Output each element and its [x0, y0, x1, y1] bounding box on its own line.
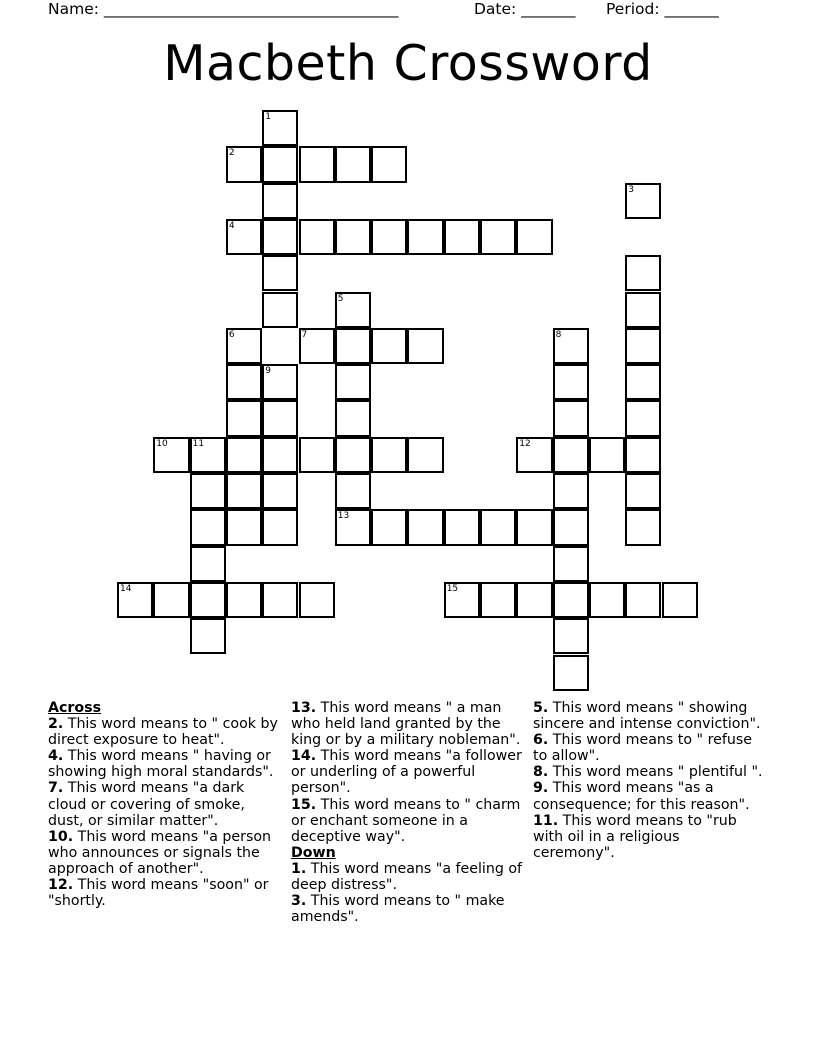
- grid-cell[interactable]: [299, 437, 335, 473]
- clue-text: This word means "soon" or "shortly.: [48, 877, 269, 910]
- clue-item: [48, 829, 280, 877]
- grid-cell[interactable]: [335, 437, 371, 473]
- clue-item: [291, 861, 523, 893]
- clue-number: 8: [555, 329, 562, 340]
- grid-cell[interactable]: [625, 328, 661, 364]
- grid-cell[interactable]: [226, 437, 262, 473]
- clue-number: 6: [228, 329, 235, 340]
- grid-cell[interactable]: [262, 146, 298, 182]
- grid-cell[interactable]: [407, 219, 443, 255]
- grid-cell[interactable]: [226, 509, 262, 545]
- grid-cell[interactable]: [226, 473, 262, 509]
- clue-column-1: [48, 700, 280, 909]
- date-field[interactable]: Date: _______: [474, 0, 576, 18]
- grid-cell[interactable]: [480, 509, 516, 545]
- grid-cell[interactable]: [407, 328, 443, 364]
- grid-cell[interactable]: [516, 437, 552, 473]
- clue-text: This word means to " charm or enchant someone in a deceptive way".: [291, 796, 521, 845]
- grid-cell[interactable]: [553, 582, 589, 618]
- grid-cell[interactable]: [553, 437, 589, 473]
- grid-cell[interactable]: [226, 400, 262, 436]
- clue-column-3: [533, 700, 765, 861]
- grid-cell[interactable]: [553, 546, 589, 582]
- clue-num: 3.: [291, 893, 307, 910]
- grid-cell[interactable]: [625, 582, 661, 618]
- grid-cell[interactable]: [262, 219, 298, 255]
- clue-text: This word means "a person who announces or signals the approach of another".: [48, 828, 272, 877]
- clue-text: This word means "a follower or underling of a powerful person".: [291, 748, 522, 797]
- clue-text: This word means " plentiful ".: [548, 764, 763, 781]
- grid-cell[interactable]: [262, 255, 298, 291]
- grid-cell[interactable]: [553, 473, 589, 509]
- grid-cell[interactable]: [190, 618, 226, 654]
- grid-cell[interactable]: [335, 219, 371, 255]
- clue-item: [291, 893, 523, 925]
- grid-cell[interactable]: [371, 509, 407, 545]
- grid-cell[interactable]: [589, 582, 625, 618]
- grid-cell[interactable]: [371, 437, 407, 473]
- clue-item: [291, 748, 523, 796]
- clue-number: 11: [192, 438, 205, 449]
- section-heading: Down: [291, 844, 336, 861]
- grid-cell[interactable]: [625, 183, 661, 219]
- grid-cell[interactable]: [262, 509, 298, 545]
- clue-num: 7.: [48, 780, 64, 797]
- grid-cell[interactable]: [262, 582, 298, 618]
- grid-cell[interactable]: [662, 582, 698, 618]
- grid-cell[interactable]: [335, 146, 371, 182]
- grid-cell[interactable]: [262, 473, 298, 509]
- clue-item: [48, 877, 280, 909]
- clue-item: [533, 700, 765, 732]
- grid-cell[interactable]: [625, 509, 661, 545]
- clue-text: This word means " having or showing high moral standards".: [48, 748, 274, 781]
- grid-cell[interactable]: [335, 400, 371, 436]
- clue-text: This word means to " make amends".: [291, 893, 505, 926]
- grid-cell[interactable]: [335, 292, 371, 328]
- grid-cell[interactable]: [625, 400, 661, 436]
- clue-item: [533, 813, 765, 861]
- grid-cell[interactable]: [516, 219, 552, 255]
- clue-text: This word means " a man who held land granted by the king or by a military nobleman".: [291, 700, 521, 749]
- clue-item: [533, 764, 765, 780]
- grid-cell[interactable]: [625, 364, 661, 400]
- grid-cell[interactable]: [262, 437, 298, 473]
- grid-cell[interactable]: [226, 328, 262, 364]
- clue-item: [533, 780, 765, 812]
- clue-num: 1.: [291, 860, 307, 877]
- clue-number: 14: [120, 583, 132, 594]
- grid-cell[interactable]: [153, 437, 189, 473]
- period-field[interactable]: Period: _______: [606, 0, 719, 18]
- grid-cell[interactable]: [516, 509, 552, 545]
- grid-cell[interactable]: [226, 364, 262, 400]
- grid-cell[interactable]: [299, 219, 335, 255]
- clue-number: 4: [228, 220, 235, 231]
- clue-column-2: [291, 700, 523, 925]
- clue-number: 9: [265, 366, 271, 377]
- clue-text: This word means "a dark cloud or covering of smoke, dust, or similar matter".: [48, 780, 245, 829]
- clue-num: 12.: [48, 877, 74, 894]
- clue-text: This word means "as a consequence; for this reason".: [533, 780, 750, 813]
- grid-cell[interactable]: [553, 618, 589, 654]
- grid-cell[interactable]: [262, 364, 298, 400]
- grid-cell[interactable]: [299, 582, 335, 618]
- grid-cell[interactable]: [553, 509, 589, 545]
- clue-item: [291, 700, 523, 748]
- clue-item: [48, 716, 280, 748]
- clue-number: 10: [156, 438, 168, 449]
- grid-cell[interactable]: [407, 509, 443, 545]
- grid-cell[interactable]: [117, 582, 153, 618]
- grid-cell[interactable]: [190, 582, 226, 618]
- grid-cell[interactable]: [371, 328, 407, 364]
- grid-cell[interactable]: [299, 328, 335, 364]
- clue-text: This word means to " refuse to allow".: [533, 732, 752, 765]
- clue-num: 4.: [48, 748, 64, 765]
- grid-cell[interactable]: [625, 292, 661, 328]
- grid-cell[interactable]: [153, 582, 189, 618]
- grid-cell[interactable]: [335, 364, 371, 400]
- name-field[interactable]: Name: ______________________________________: [48, 0, 399, 18]
- clue-num: 2.: [48, 716, 64, 733]
- grid-cell[interactable]: [226, 146, 262, 182]
- clue-num: 9.: [533, 780, 549, 797]
- grid-cell[interactable]: [480, 582, 516, 618]
- clue-number: 1: [265, 112, 271, 122]
- grid-cell[interactable]: [625, 473, 661, 509]
- clue-num: 6.: [533, 732, 549, 749]
- clue-num: 10.: [48, 828, 74, 845]
- clue-item: [48, 780, 280, 828]
- page-title: Macbeth Crossword: [163, 35, 653, 92]
- clue-number: 3: [628, 184, 634, 195]
- clue-num: 5.: [533, 700, 549, 716]
- clue-number: 7: [301, 329, 308, 340]
- grid-cell[interactable]: [226, 219, 262, 255]
- grid-cell[interactable]: [262, 400, 298, 436]
- grid-cell[interactable]: [262, 183, 298, 219]
- clue-number: 15: [446, 583, 459, 594]
- grid-cell[interactable]: [553, 400, 589, 436]
- grid-cell[interactable]: [226, 582, 262, 618]
- grid-cell[interactable]: [516, 582, 552, 618]
- clue-num: 15.: [291, 796, 317, 813]
- clue-number: 13: [337, 511, 350, 522]
- grid-cell[interactable]: [262, 110, 298, 146]
- grid-cell[interactable]: [444, 509, 480, 545]
- grid-cell[interactable]: [299, 146, 335, 182]
- clue-item: [291, 797, 523, 845]
- clue-item: [533, 732, 765, 764]
- grid-cell[interactable]: [444, 582, 480, 618]
- grid-cell[interactable]: [371, 219, 407, 255]
- grid-cell[interactable]: [589, 437, 625, 473]
- grid-cell[interactable]: [625, 255, 661, 291]
- clue-number: 2: [228, 148, 235, 159]
- clue-text: This word means "a feeling of deep distress".: [291, 860, 523, 894]
- grid-cell[interactable]: [190, 437, 226, 473]
- grid-cell[interactable]: [371, 146, 407, 182]
- grid-cell[interactable]: [480, 219, 516, 255]
- grid-cell[interactable]: [444, 219, 480, 255]
- grid-cell[interactable]: [190, 473, 226, 509]
- section-heading: Across: [48, 700, 102, 716]
- grid-cell[interactable]: [553, 655, 589, 691]
- clue-num: 11.: [533, 812, 559, 829]
- clue-text: This word means to " cook by direct exposure to heat".: [48, 716, 278, 749]
- grid-cell[interactable]: [335, 328, 371, 364]
- grid-cell[interactable]: [335, 473, 371, 509]
- clue-text: This word means to "rub with oil in a religious ceremony".: [533, 812, 737, 861]
- clue-item: [48, 748, 280, 780]
- clue-num: 8.: [533, 764, 549, 781]
- clue-num: 14.: [291, 748, 317, 765]
- grid-cell[interactable]: [553, 328, 589, 364]
- grid-cell[interactable]: [335, 509, 371, 545]
- grid-cell[interactable]: [553, 364, 589, 400]
- clue-text: This word means " showing sincere and intense conviction".: [533, 700, 761, 733]
- clue-number: 12: [519, 438, 531, 449]
- clue-num: 13.: [291, 700, 317, 716]
- clue-number: 5: [337, 293, 344, 304]
- grid-cell[interactable]: [407, 437, 443, 473]
- grid-cell[interactable]: [262, 292, 298, 328]
- grid-cell[interactable]: [625, 437, 661, 473]
- grid-cell[interactable]: [190, 509, 226, 545]
- grid-cell[interactable]: [190, 546, 226, 582]
